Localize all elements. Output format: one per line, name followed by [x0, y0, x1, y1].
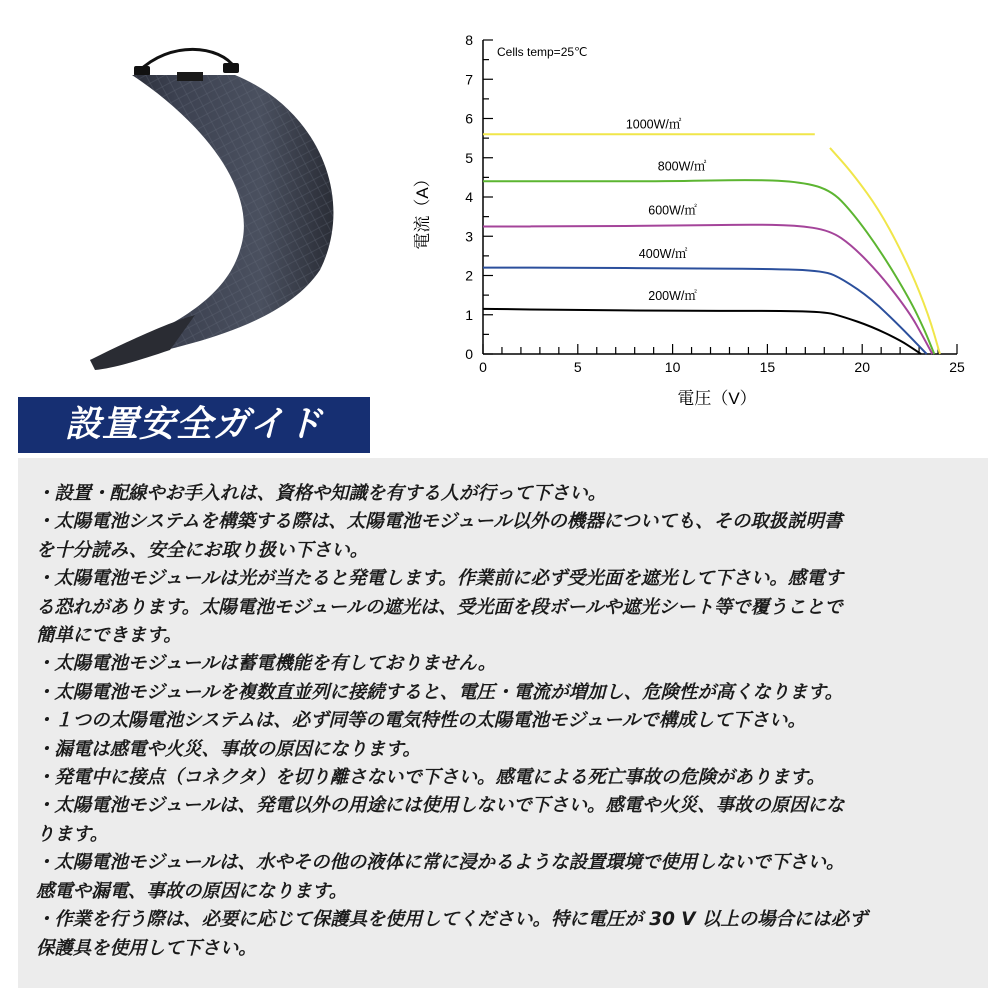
y-tick-label: 5 — [465, 149, 473, 166]
safety-note: ・発電中に接点（コネクタ）を切り離さないで下さい。感電による死亡事故の危険があります。 — [36, 767, 825, 789]
series-label: 200W/㎡ — [648, 288, 697, 303]
series-label: 1000W/㎡ — [625, 117, 682, 132]
x-tick-label: 20 — [854, 359, 870, 375]
safety-notes-box — [18, 458, 988, 988]
section-banner — [18, 397, 370, 453]
y-tick-label: 4 — [465, 189, 473, 205]
y-tick-label: 1 — [465, 306, 473, 323]
y-tick-label: 8 — [465, 32, 473, 48]
safety-note: ・太陽電池システムを構築する際は、太陽電池モジュール以外の機器についても、その取扱説明書 を十分読み、安全にお取り扱い下さい。 — [36, 511, 843, 561]
x-tick-label: 5 — [573, 359, 582, 375]
x-tick-label: 10 — [664, 359, 681, 375]
y-tick-label: 7 — [465, 71, 473, 88]
chart-xlabel: 電圧（V） — [677, 389, 757, 408]
x-tick-label: 0 — [479, 359, 487, 375]
safety-notes-list — [18, 458, 988, 963]
y-tick-label: 2 — [465, 267, 473, 284]
flexible-solar-panel-icon — [20, 30, 380, 380]
y-tick-label: 0 — [465, 346, 473, 362]
safety-note: ・太陽電池モジュールは、水やその他の液体に常に浸かるような設置環境で使用しないで下さい。 感電や漏電、事故の原因になります。 — [36, 852, 845, 902]
solar-panel-image — [20, 30, 380, 380]
series-line — [830, 148, 940, 354]
safety-note: ・太陽電池モジュールは蓄電機能を有しておりません。 — [36, 653, 497, 675]
chart-svg — [400, 25, 990, 415]
safety-note: ・設置・配線やお手入れは、資格や知識を有する人が行って下さい。 — [36, 483, 607, 504]
series-line — [483, 309, 921, 354]
cable-icon — [138, 49, 235, 72]
safety-note: ・漏電は感電や火災、事故の原因になります。 — [36, 738, 421, 760]
safety-note: ・太陽電池モジュールは、発電以外の用途には使用しないで下さい。感電や火災、事故の原因にな ります。 — [36, 795, 845, 845]
series-label: 400W/㎡ — [638, 246, 688, 261]
y-tick-label: 3 — [465, 228, 473, 245]
safety-note: ・作業を行う際は、必要に応じて保護具を使用してください。特に電圧が 30 V 以上の場合には必ず 保護具を使用して下さい。 — [36, 909, 868, 959]
safety-note: ・太陽電池モジュールは光が当たると発電します。作業前に必ず受光面を遮光して下さい。感電す る恐れがあります。太陽電池モジュールの遮光は、受光面を段ボールや遮光シート等で覆うことで 簡単にできます。 — [36, 568, 843, 647]
safety-note: ・太陽電池モジュールを複数直並列に接続すると、電圧・電流が増加し、危険性が高くなります。 — [36, 681, 843, 703]
chart-annotation: Cells temp=25℃ — [497, 45, 588, 59]
safety-note: ・１つの太陽電池システムは、必ず同等の電気特性の太陽電池モジュールで構成して下さい。 — [36, 710, 806, 732]
series-line — [483, 225, 932, 354]
chart-ylabel: 電流（A） — [413, 170, 432, 250]
banner-title: 設置安全ガイド — [65, 404, 323, 445]
x-tick-label: 15 — [759, 359, 776, 375]
series-label: 800W/㎡ — [657, 159, 707, 174]
y-tick-label: 6 — [465, 110, 473, 127]
x-tick-label: 25 — [949, 359, 965, 375]
series-label: 600W/㎡ — [648, 203, 697, 218]
